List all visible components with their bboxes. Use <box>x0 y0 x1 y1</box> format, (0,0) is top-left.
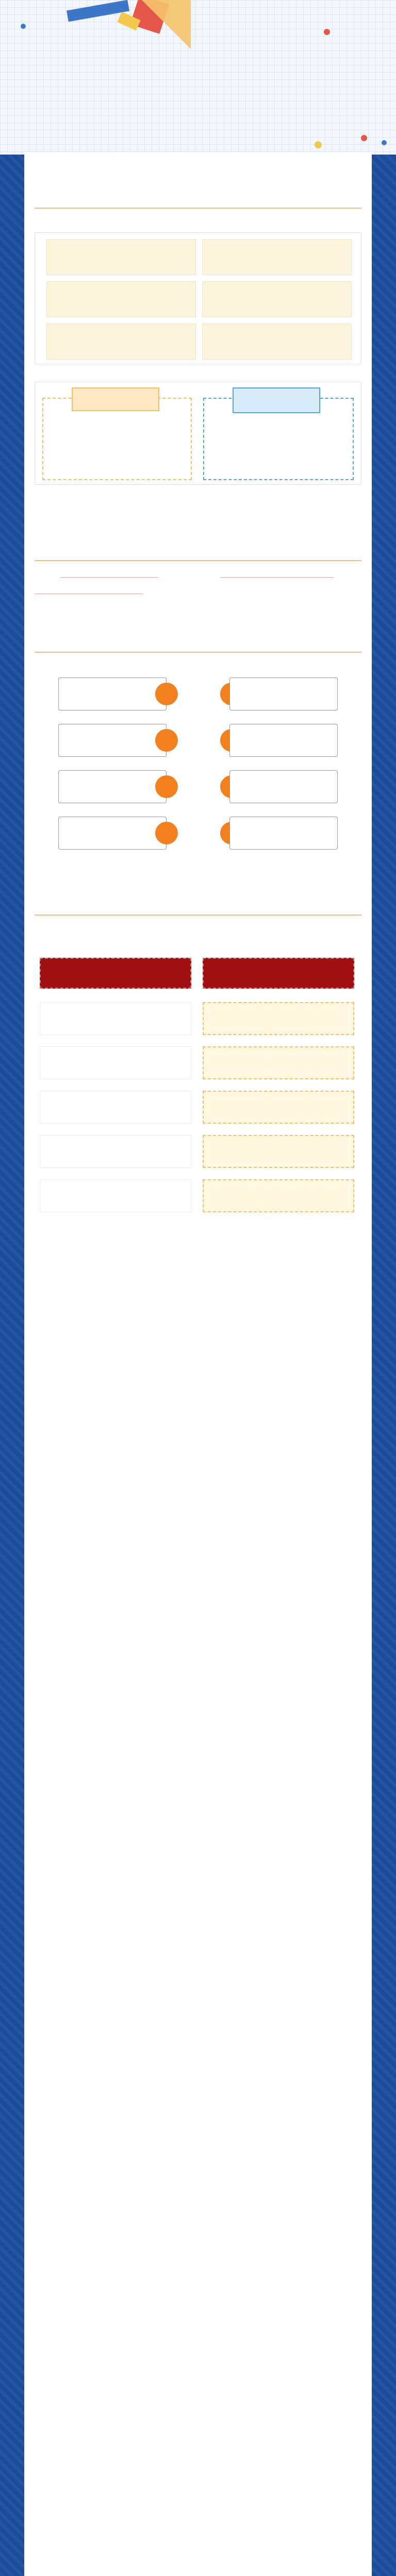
not-function-dropzone[interactable] <box>203 398 354 480</box>
mapping-thumb <box>109 246 135 269</box>
connector-dot[interactable] <box>155 822 178 844</box>
x-cell <box>40 1091 191 1124</box>
not-function-label <box>233 387 320 413</box>
y-dropzone[interactable] <box>203 1179 354 1212</box>
connector-dot[interactable] <box>155 683 178 705</box>
hero-header <box>0 0 396 155</box>
function-label <box>72 387 159 411</box>
y-dropzone[interactable] <box>203 1002 354 1035</box>
header-y <box>203 958 354 989</box>
mapping-card <box>35 232 361 364</box>
mapping-diagram[interactable] <box>46 324 196 360</box>
mapping-thumb <box>265 246 290 269</box>
sort-card <box>35 382 361 485</box>
triangle-ruler-decoration <box>134 0 196 54</box>
mapping-diagram[interactable] <box>202 281 352 317</box>
solution-box[interactable] <box>229 817 338 850</box>
dot-decoration <box>21 24 26 29</box>
x-cell <box>40 1002 191 1035</box>
worksheet <box>24 152 372 2576</box>
function-table <box>35 951 361 1229</box>
mapping-thumb <box>109 288 135 312</box>
connector-dot[interactable] <box>155 775 178 798</box>
section-divider <box>35 914 361 916</box>
mapping-thumb <box>265 288 290 312</box>
x-cell <box>40 1135 191 1168</box>
dot-decoration <box>324 29 330 35</box>
dot-decoration <box>382 140 387 145</box>
section-divider <box>35 652 361 653</box>
problem-box[interactable] <box>58 817 167 850</box>
dot-decoration <box>315 141 322 148</box>
mapping-diagram[interactable] <box>46 281 196 317</box>
solution-box[interactable] <box>229 770 338 803</box>
solution-box[interactable] <box>229 724 338 757</box>
header-x <box>40 958 191 989</box>
x-cell <box>40 1046 191 1079</box>
y-dropzone[interactable] <box>203 1046 354 1079</box>
problem-box[interactable] <box>58 677 167 710</box>
dot-decoration <box>361 135 367 141</box>
mapping-diagram[interactable] <box>46 239 196 275</box>
x-cell <box>40 1179 191 1212</box>
answer-blank[interactable] <box>60 565 158 578</box>
problem-box[interactable] <box>58 724 167 757</box>
answer-blank[interactable] <box>35 582 143 594</box>
problem-box[interactable] <box>58 770 167 803</box>
section-divider <box>35 560 361 561</box>
y-dropzone[interactable] <box>203 1135 354 1168</box>
answer-blank[interactable] <box>220 565 334 578</box>
section-divider <box>35 208 361 209</box>
connector-dot[interactable] <box>155 729 178 752</box>
mapping-thumb <box>109 330 135 354</box>
mapping-diagram[interactable] <box>202 239 352 275</box>
mapping-thumb <box>265 330 290 354</box>
mapping-diagram[interactable] <box>202 324 352 360</box>
function-dropzone[interactable] <box>42 398 192 480</box>
y-dropzone[interactable] <box>203 1091 354 1124</box>
solution-box[interactable] <box>229 677 338 710</box>
